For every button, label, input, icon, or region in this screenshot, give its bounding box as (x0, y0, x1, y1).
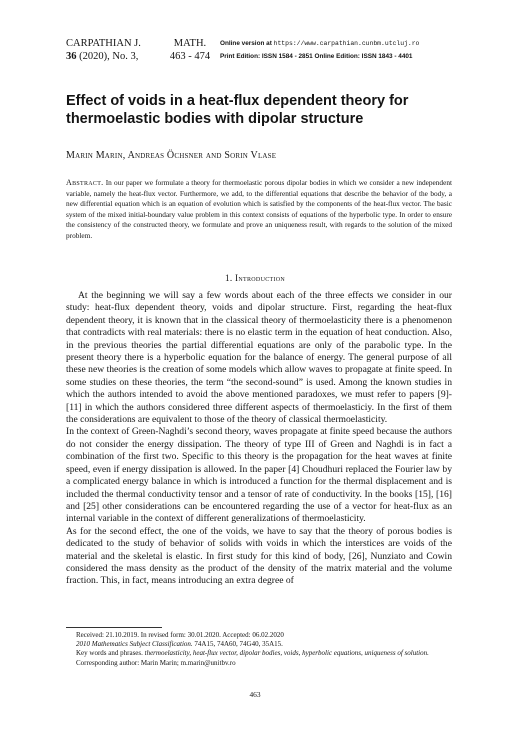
keywords-text: thermoelasticity, heat-flux vector, dipolar bodies, voids, hyperbolic equations, uniqueness of solution. (144, 649, 429, 658)
author-separator: , (122, 150, 128, 161)
keywords (66, 649, 452, 658)
journal-info (220, 37, 419, 63)
footnotes (66, 631, 452, 668)
received-dates: Received: 21.10.2019. In revised form: 30.01.2020. Accepted: 06.02.2020 (76, 631, 284, 639)
abstract-text: In our paper we formulate a theory for thermoelastic porous dipolar bodies in which we consider a new independent variable, namely the heat-flux vector. Furthermore, we add, to the differential equations that describe the behavior of the body, a new differential equation which is an equation of evolution which is satisfied by the components of the heat-flux vector. The basic system of the mixed initial-boundary value problem in this context consists of equations of the hyperbolic type. In order to ensure the consistency of the constructed theory, we formulate and prove an uniqueness result, with regards to the solution of the mixed problem. (66, 178, 452, 240)
corresponding-author: Corresponding author: Marin Marin; m.marin@unitbv.ro (76, 658, 236, 667)
author-separator: and (203, 150, 225, 161)
page-number: 463 (249, 690, 261, 699)
author-3: Sorin Vlase (224, 150, 277, 161)
subject-header (160, 37, 220, 63)
paragraph: At the beginning we will say a few words about each of the three effects we consider in our study: heat-flux dependent theory, voids and dipolar structure. First, regarding the heat-flux dependent theory, it is known that in the classical theory of thermoelasticity there is a phenomenon that contradicts with real materials: there is no elastic term in the equation of heat conduction. Also, in the previous theories the partial differential equations are only of the parabolic type. In the present theory there is a hyperbolic equation for the balance of energy. The general purpose of all these new theories is the creation of some models which allow waves to propagate at finite speed. In some studies on these theories, the term “the second-sound” is used. Among the known studies in which the authors intended to avoid the above mentioned paradoxes, we must refer to papers [9]-[11] in which the authors considered three different aspects of thermoelasticiy. In the first of them the considerations are equivalent to those of the theory of classical thermoelasticity. (66, 290, 452, 426)
online-url-link[interactable]: https://www.carpathian.cunbm.utcluj.ro (273, 40, 420, 47)
abstract-label: Abstract. (66, 178, 104, 187)
journal-name: CARPATHIAN J. (66, 38, 141, 49)
msc-classification (66, 640, 452, 649)
paragraph: As for the second effect, the one of the voids, we have to say that the theory of porous bodies is dedicated to the study of behavior of solids with voids in which the interstices are voids of the material and the skeletal is elastic. In first study for this kind of body, [26], Nunziato and Cowin considered the mass density as the product of the density of the matrix material and the volume fraction. This, in fact, means introducing an extra degree of (66, 525, 452, 587)
keywords-label: Key words and phrases. (76, 649, 143, 658)
journal-header (66, 37, 141, 63)
online-version (220, 37, 419, 50)
volume-number: 36 (66, 51, 77, 62)
paragraph: In the context of Green-Naghdi’s second theory, waves propagate at finite speed because the authors do not consider the energy dissipation. The theory of type III of Green and Naghdi is in fact a combination of the first two. Specific to this theory is the propagation for the heat waves at finite speed, even if energy dissipation is allowed. In the paper [4] Choudhuri replaced the Fourier law by a complicated energy balance in which is introduced a function for the thermal displacement and is included the thermal conductivity tensor and a tensor of rate of conductivity. In the books [15], [16] and [25] other considerations can be encountered regarding the use of a vector for heat-flux as an internal variable in the context of different generalizations of thermoelasticity. (66, 426, 452, 525)
online-label: Online version at (220, 40, 272, 47)
subject-label: MATH. (173, 38, 207, 49)
year-issue: (2020), No. 3, (79, 51, 139, 62)
body-text (66, 290, 452, 588)
author-list (66, 150, 276, 161)
article-title: Effect of voids in a heat-flux dependent theory for thermoelastic bodies with dipolar structure (66, 93, 409, 127)
volume-issue (66, 50, 141, 63)
author-1: Marin Marin (66, 150, 123, 161)
abstract (66, 178, 452, 241)
section-heading: 1. Introduction (224, 273, 286, 283)
page-range: 463 - 474 (169, 51, 211, 62)
author-2: Andreas Öchsner (127, 150, 204, 161)
msc-codes: 74A15, 74A60, 74G40, 35A15. (194, 640, 283, 649)
issn-line: Print Edition: ISSN 1584 - 2851 Online Edition: ISSN 1843 - 4401 (220, 53, 413, 60)
msc-label: 2010 Mathematics Subject Classification. (76, 640, 193, 649)
footnote-divider (66, 627, 162, 628)
